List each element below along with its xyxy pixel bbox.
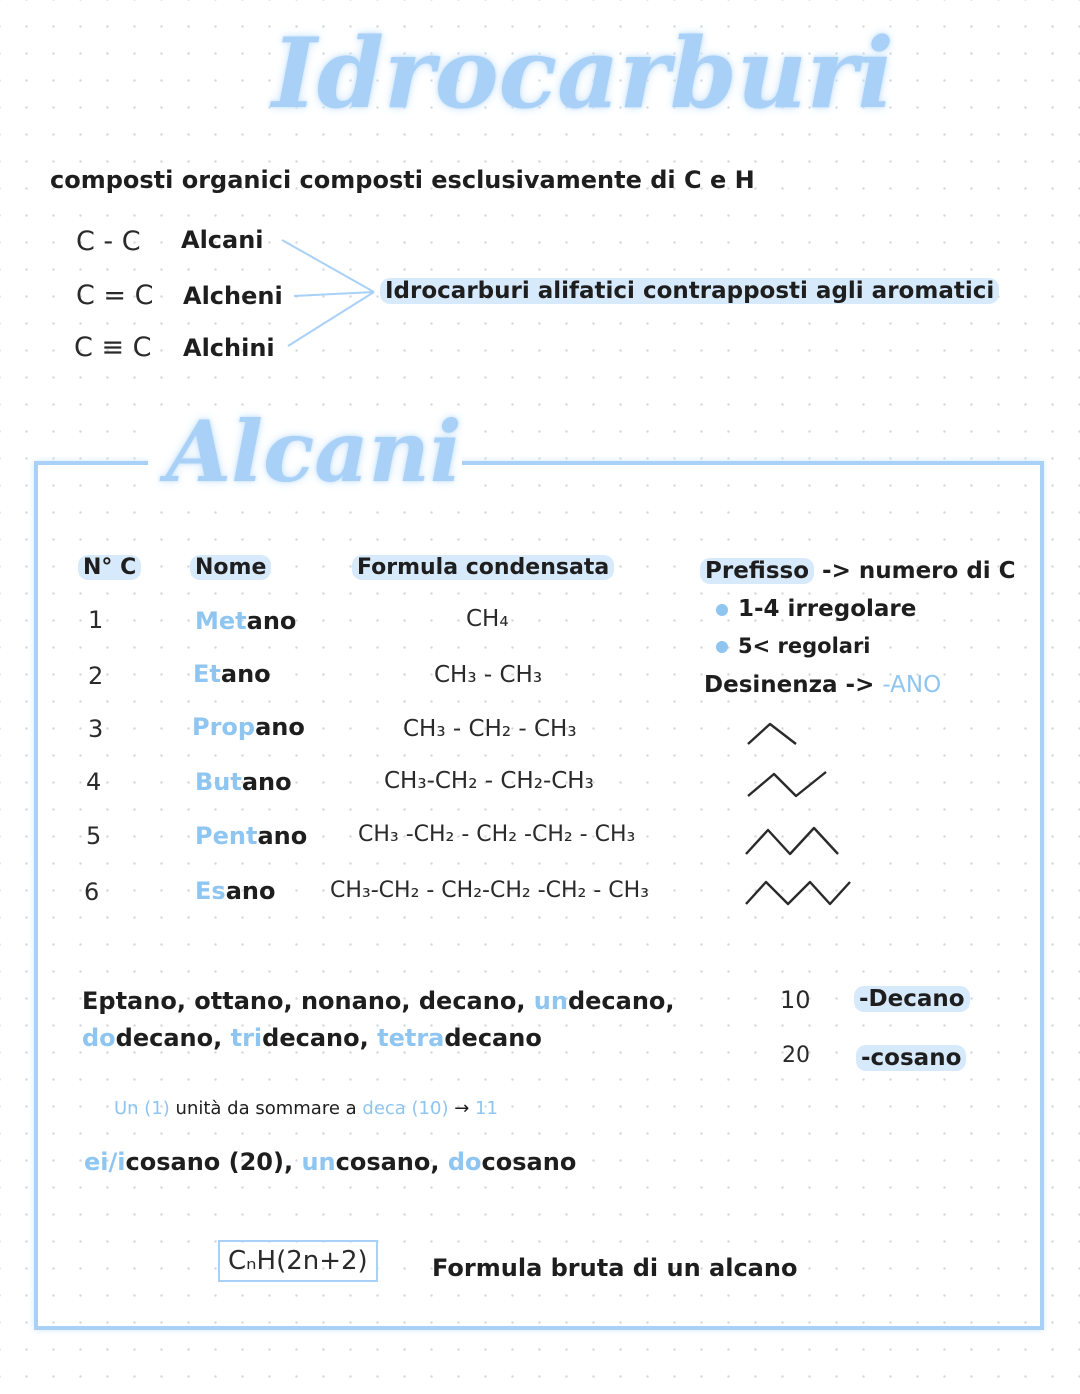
row-n-3: 3 [88,715,104,743]
row-name-1: Metano [195,607,297,635]
header-nome: Nome [190,555,271,580]
bullet-icon [716,604,728,616]
row-formula-2: CH₃ - CH₃ [434,662,543,688]
suffix-n-20: 20 [782,1043,810,1068]
row-n-2: 2 [88,662,104,690]
row-n-5: 5 [86,822,102,850]
zigzag-propane-icon [740,716,810,750]
section-title: Alcani [166,402,462,501]
bullet-icon [716,641,728,653]
row-formula-1: CH₄ [466,606,509,632]
intro-text: composti organici composti esclusivamente di C e H [50,166,755,194]
prefix-bullet-1: 1-4 irregolare [716,596,916,622]
aliphatic-note [380,278,999,304]
bond-c-double-c: C = C [76,280,154,311]
row-formula-3: CH₃ - CH₂ - CH₃ [403,716,577,742]
converging-lines [270,230,390,360]
row-name-2: Etano [193,660,271,688]
note-line: Un (1) unità da sommare a deca (10) → 11 [114,1098,498,1119]
header-formula: Formula condensata [352,555,614,580]
names-line-3: ei/icosano (20), uncosano, docosano [84,1148,577,1176]
row-n-4: 4 [86,768,102,796]
zigzag-pentane-icon [738,820,846,860]
page-title: Idrocarburi [272,17,894,130]
header-nc: N° C [78,555,141,580]
row-formula-6: CH₃-CH₂ - CH₂-CH₂ -CH₂ - CH₃ [330,878,649,903]
general-formula: CₙH(2n+2) [218,1240,378,1282]
zigzag-butane-icon [740,764,836,802]
type-alcani: Alcani [181,226,264,254]
zigzag-hexane-icon [738,874,856,914]
aliphatic-note-text: Idrocarburi alifatici contrapposti agli aromatici [380,278,999,304]
row-name-3: Propano [192,713,305,741]
general-formula-label: Formula bruta di un alcano [432,1254,798,1282]
suffix-decano: -Decano [854,986,970,1012]
suffix-n-10: 10 [780,986,811,1014]
row-name-6: Esano [195,877,276,905]
suffix-cosano: -cosano [856,1045,966,1071]
row-formula-4: CH₃-CH₂ - CH₂-CH₃ [384,768,594,794]
row-name-5: Pentano [195,822,308,850]
type-alchini: Alchini [183,334,275,362]
row-n-6: 6 [84,878,100,906]
desinenza: Desinenza -> -ANO [704,672,942,698]
prefix-heading: Prefisso -> numero di C [700,558,1016,584]
type-alcheni: Alcheni [183,282,283,310]
names-line-1: Eptano, ottano, nonano, decano, undecano, [82,987,675,1015]
row-formula-5: CH₃ -CH₂ - CH₂ -CH₂ - CH₃ [358,822,636,847]
prefix-bullet-2: 5< regolari [716,634,871,658]
row-name-4: Butano [195,768,292,796]
row-n-1: 1 [88,606,104,634]
bond-cc: C - C [76,226,141,257]
names-line-2: dodecano, tridecano, tetradecano [82,1024,542,1052]
bond-c-triple-c: C ≡ C [74,332,152,363]
